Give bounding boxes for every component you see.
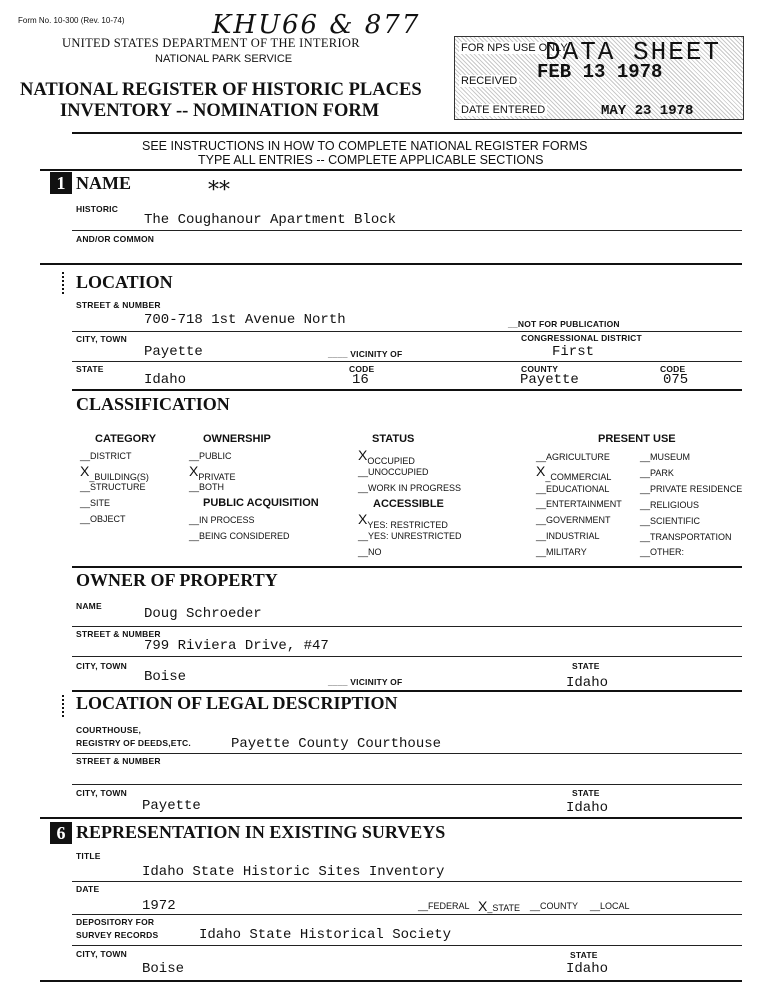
legal-state-label: STATE — [572, 788, 600, 798]
owner-state-value: Idaho — [566, 675, 609, 691]
street-value: 700-718 1st Avenue North — [144, 312, 346, 328]
checkbox-state[interactable]: X_STATE — [478, 898, 521, 914]
survey-city-label: CITY, TOWN — [76, 949, 127, 959]
form-subtitle: INVENTORY -- NOMINATION FORM — [60, 101, 380, 121]
survey-title-label: TITLE — [76, 851, 101, 861]
checkbox-transportation[interactable]: __TRANSPORTATION — [640, 532, 732, 542]
checkbox-park[interactable]: __PARK — [640, 468, 674, 478]
section-title-classification: CLASSIFICATION — [76, 394, 230, 414]
checkbox-buildings[interactable]: X_BUILDING(S) — [80, 463, 149, 482]
historic-label: HISTORIC — [76, 204, 119, 214]
checkbox-being-considered[interactable]: __BEING CONSIDERED — [189, 531, 290, 541]
status-heading: STATUS — [372, 433, 415, 445]
code-value: 16 — [352, 372, 369, 388]
owner-name-label: NAME — [76, 601, 102, 611]
registry-label: REGISTRY OF DEEDS,ETC. — [76, 738, 191, 748]
code-label: CODE — [349, 364, 375, 374]
legal-city-label: CITY, TOWN — [76, 788, 127, 798]
legal-city-value: Payette — [142, 798, 201, 814]
accessible-heading: ACCESSIBLE — [373, 498, 444, 510]
checkbox-military[interactable]: __MILITARY — [536, 547, 587, 557]
section-number-5 — [62, 695, 66, 717]
checkbox-county[interactable]: __COUNTY — [530, 901, 579, 911]
depository-label: DEPOSITORY FOR — [76, 917, 155, 927]
state-label: STATE — [76, 364, 104, 374]
section-title-owner: OWNER OF PROPERTY — [76, 570, 278, 590]
owner-street-value: 799 Riviera Drive, #47 — [144, 638, 329, 654]
checkbox-other[interactable]: __OTHER: — [640, 547, 685, 557]
checkbox-local[interactable]: __LOCAL — [590, 901, 630, 911]
section-number-1: 1 — [50, 172, 72, 194]
section-number-2 — [62, 272, 66, 294]
checkbox-industrial[interactable]: __INDUSTRIAL — [536, 531, 600, 541]
checkbox-yes-restricted[interactable]: XYES: RESTRICTED — [358, 511, 448, 530]
survey-state-label: STATE — [570, 950, 598, 960]
owner-city-label: CITY, TOWN — [76, 661, 127, 671]
instructions-line2: TYPE ALL ENTRIES -- COMPLETE APPLICABLE SECTIONS — [198, 153, 544, 167]
nps-use-box — [454, 36, 744, 120]
checkbox-structure[interactable]: __STRUCTURE — [80, 482, 146, 492]
checkbox-private-residence[interactable]: __PRIVATE RESIDENCE — [640, 484, 743, 494]
county-code-value: 075 — [663, 372, 689, 388]
owner-city-value: Boise — [144, 669, 187, 685]
section-title-legal: LOCATION OF LEGAL DESCRIPTION — [76, 693, 398, 713]
owner-state-label: STATE — [572, 661, 600, 671]
survey-date-value: 1972 — [142, 898, 176, 914]
survey-state-value: Idaho — [566, 961, 609, 977]
checkbox-educational[interactable]: __EDUCATIONAL — [536, 484, 610, 494]
checkbox-district[interactable]: __DISTRICT — [80, 451, 132, 461]
agency-line: UNITED STATES DEPARTMENT OF THE INTERIOR — [62, 36, 360, 50]
form-title: NATIONAL REGISTER OF HISTORIC PLACES — [20, 80, 422, 100]
section-number-6: 6 — [50, 822, 72, 844]
courthouse-label: COURTHOUSE, — [76, 725, 142, 735]
checkbox-no[interactable]: __NO — [358, 547, 382, 557]
checkbox-object[interactable]: __OBJECT — [80, 514, 126, 524]
checkbox-site[interactable]: __SITE — [80, 498, 111, 508]
handwritten-annotation: ** — [208, 178, 230, 203]
vicinity-label: ____ VICINITY OF — [328, 349, 403, 359]
city-value: Payette — [144, 344, 203, 360]
checkbox-agriculture[interactable]: __AGRICULTURE — [536, 452, 610, 462]
state-value: Idaho — [144, 372, 187, 388]
historic-value: The Coughanour Apartment Block — [144, 212, 397, 228]
received-label: RECEIVED — [461, 75, 518, 87]
survey-title-value: Idaho State Historic Sites Inventory — [142, 864, 445, 880]
checkbox-private[interactable]: XPRIVATE — [189, 463, 236, 482]
congressional-label: CONGRESSIONAL DISTRICT — [521, 333, 642, 343]
checkbox-commercial[interactable]: X_COMMERCIAL — [536, 463, 612, 482]
legal-state-value: Idaho — [566, 800, 609, 816]
street-label: STREET & NUMBER — [76, 300, 161, 310]
checkbox-yes-unrestricted[interactable]: __YES: UNRESTRICTED — [358, 531, 462, 541]
legal-street-label: STREET & NUMBER — [76, 756, 161, 766]
checkbox-religious[interactable]: __RELIGIOUS — [640, 500, 700, 510]
owner-name-value: Doug Schroeder — [144, 606, 262, 622]
section-title-name: NAME — [76, 173, 131, 193]
category-heading: CATEGORY — [95, 433, 157, 445]
not-for-publication: __NOT FOR PUBLICATION — [508, 319, 620, 329]
county-value: Payette — [520, 372, 579, 388]
section-title-location: LOCATION — [76, 272, 173, 292]
depository-value: Idaho State Historical Society — [199, 927, 452, 943]
checkbox-government[interactable]: __GOVERNMENT — [536, 515, 611, 525]
common-label: AND/OR COMMON — [76, 234, 155, 244]
survey-records-label: SURVEY RECORDS — [76, 930, 159, 940]
ownership-heading: OWNERSHIP — [203, 433, 271, 445]
county-code-label: CODE — [660, 364, 686, 374]
checkbox-in-process[interactable]: __IN PROCESS — [189, 515, 255, 525]
handwritten-id: KHU66 & 877 — [212, 10, 421, 40]
data-sheet-stamp: DATA SHEET — [545, 37, 722, 67]
acquisition-heading: PUBLIC ACQUISITION — [203, 497, 319, 509]
checkbox-entertainment[interactable]: __ENTERTAINMENT — [536, 499, 622, 509]
checkbox-museum[interactable]: __MUSEUM — [640, 452, 691, 462]
received-date: FEB 13 1978 — [537, 61, 663, 83]
nps-use-label: FOR NPS USE ONLY — [461, 42, 568, 54]
county-label: COUNTY — [521, 364, 559, 374]
survey-date-label: DATE — [76, 884, 100, 894]
entered-date: MAY 23 1978 — [601, 103, 694, 119]
congressional-value: First — [552, 344, 595, 360]
checkbox-federal[interactable]: __FEDERAL — [418, 901, 470, 911]
checkbox-scientific[interactable]: __SCIENTIFIC — [640, 516, 701, 526]
checkbox-occupied[interactable]: XOCCUPIED — [358, 447, 415, 466]
present-use-heading: PRESENT USE — [598, 433, 676, 445]
owner-vicinity-label: ____ VICINITY OF — [328, 677, 403, 687]
section-title-surveys: REPRESENTATION IN EXISTING SURVEYS — [76, 822, 446, 842]
checkbox-unoccupied[interactable]: __UNOCCUPIED — [358, 467, 429, 477]
checkbox-public[interactable]: __PUBLIC — [189, 451, 232, 461]
checkbox-work-in-progress[interactable]: __WORK IN PROGRESS — [358, 483, 462, 493]
city-label: CITY, TOWN — [76, 334, 127, 344]
form-number: Form No. 10-300 (Rev. 10-74) — [18, 16, 125, 25]
checkbox-both[interactable]: __BOTH — [189, 482, 225, 492]
courthouse-value: Payette County Courthouse — [231, 736, 442, 752]
instructions-line1: SEE INSTRUCTIONS IN HOW TO COMPLETE NATIONAL REGISTER FORMS — [142, 139, 588, 153]
entered-label: DATE ENTERED — [461, 104, 546, 116]
survey-city-value: Boise — [142, 961, 185, 977]
owner-street-label: STREET & NUMBER — [76, 629, 161, 639]
agency-service: NATIONAL PARK SERVICE — [155, 53, 293, 65]
